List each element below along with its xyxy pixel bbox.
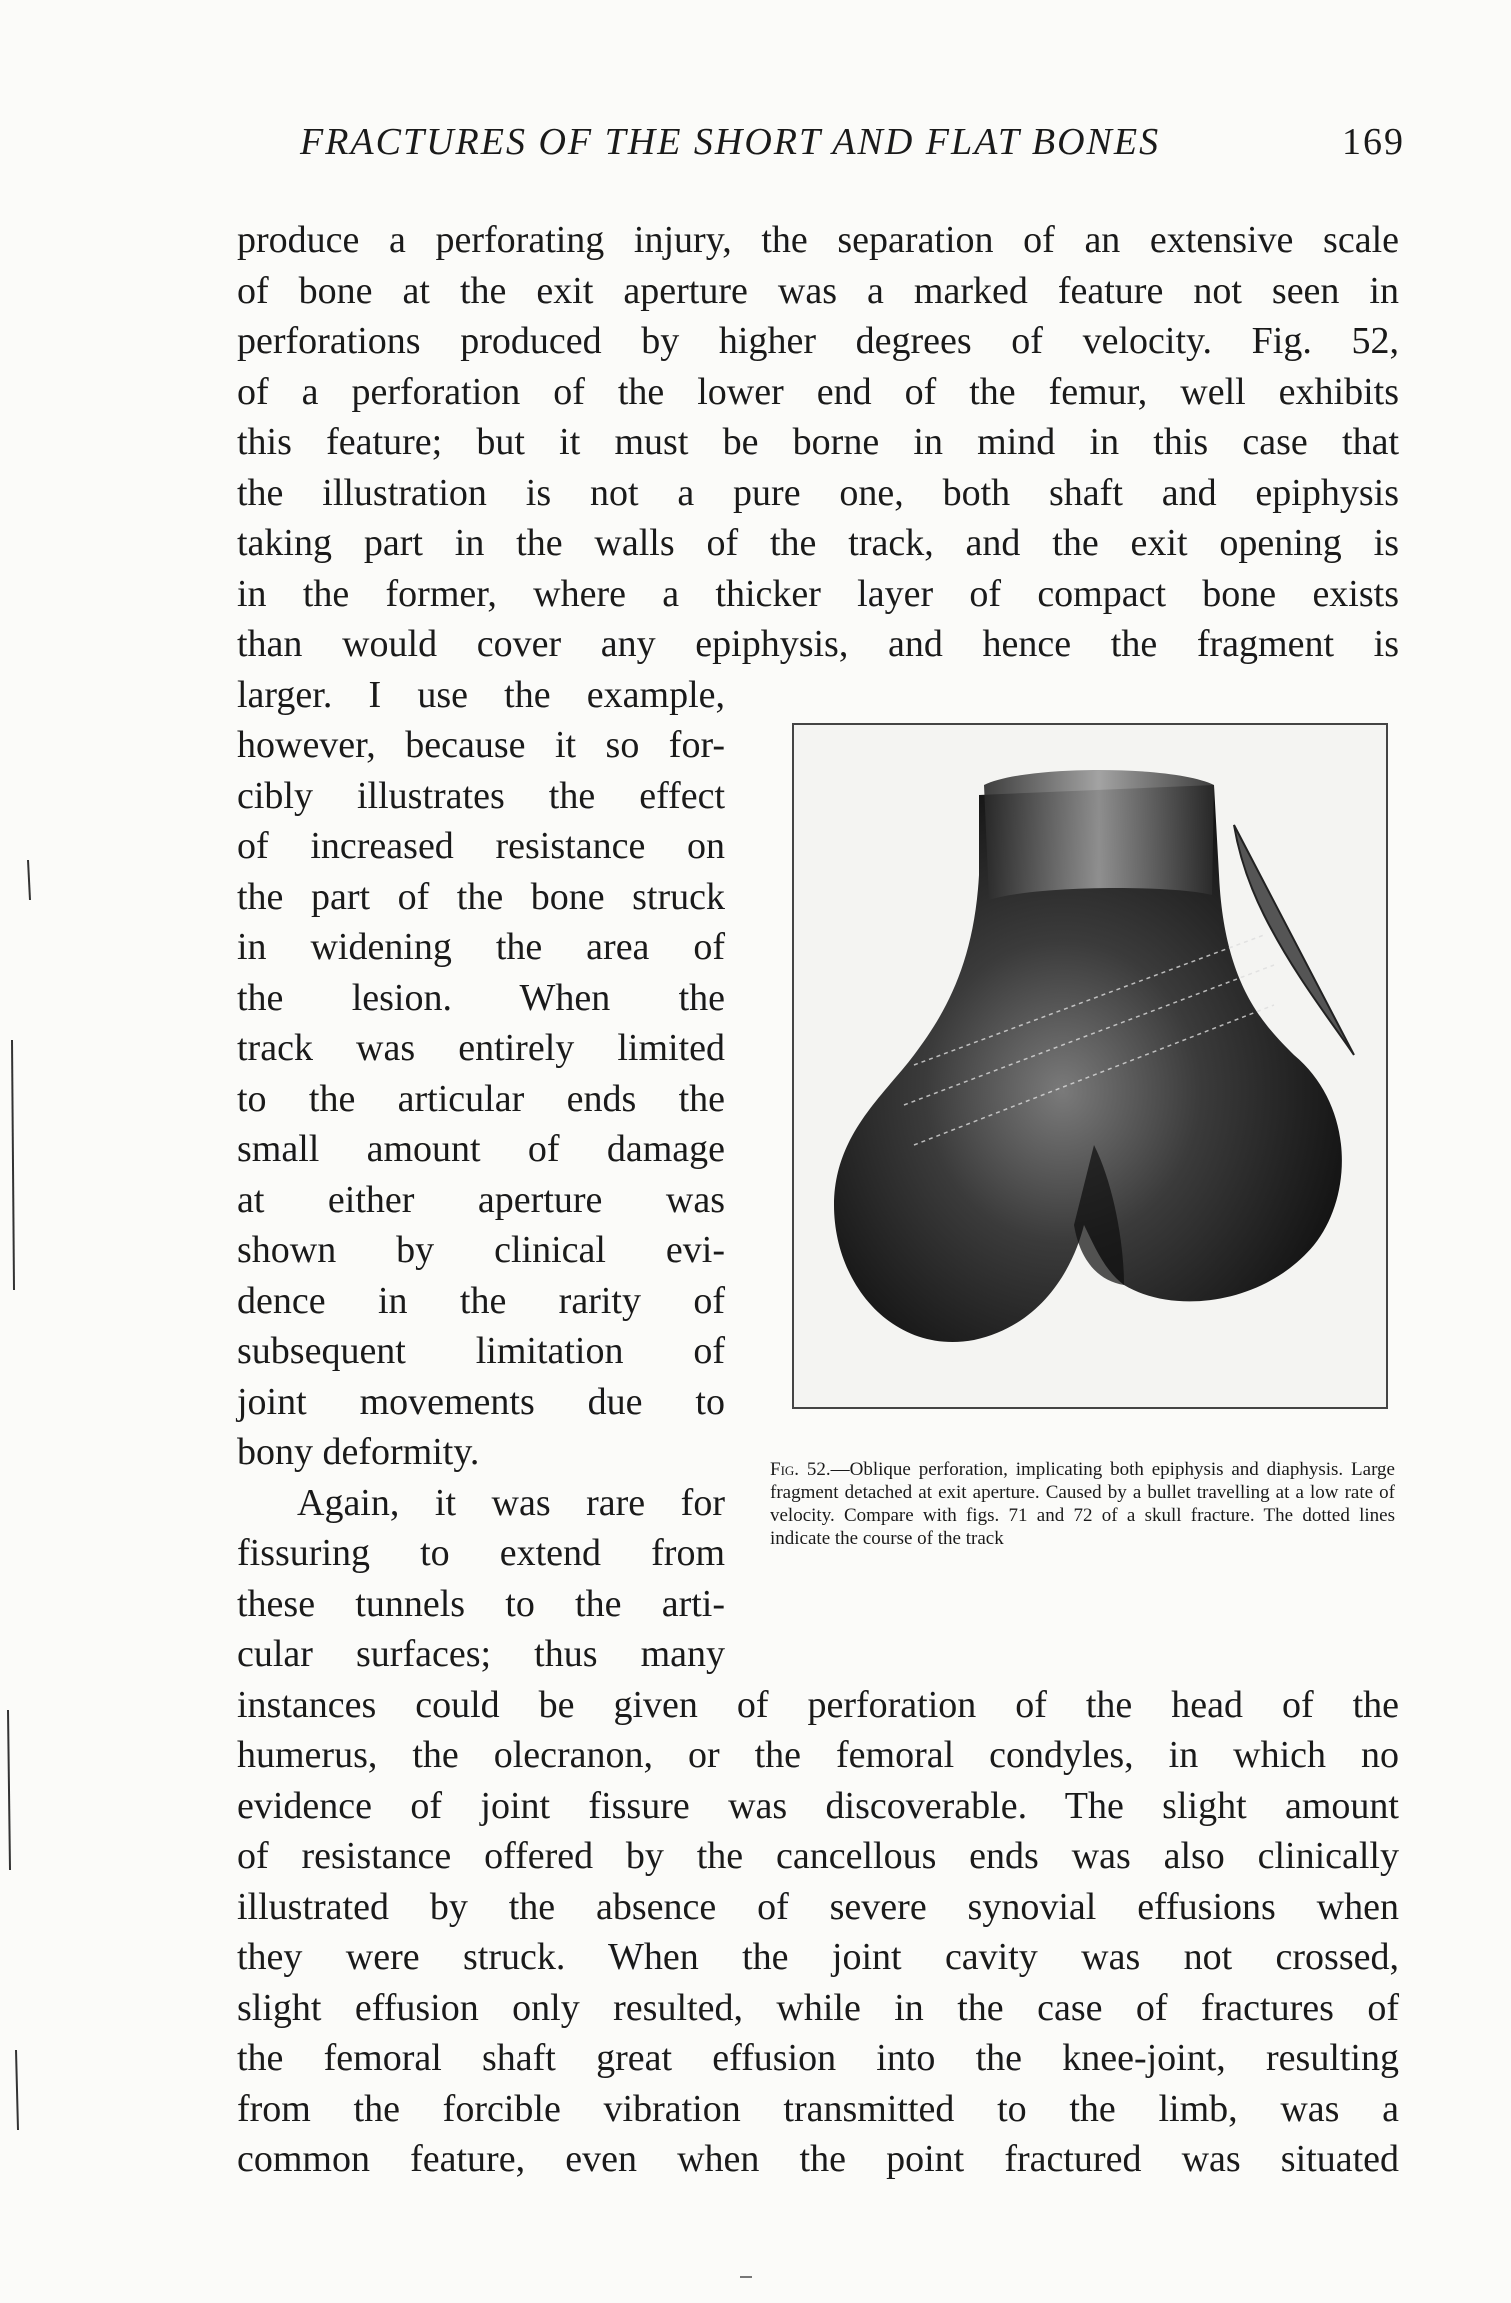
text-line: perforations produced by higher degrees of velocity. Fig. 52,: [237, 320, 1399, 362]
femur-illustration: [794, 725, 1386, 1407]
text-line: in widening the area of: [237, 926, 725, 968]
caption-label: Fig. 52.: [770, 1459, 831, 1480]
text-line: the lesion. When the: [237, 976, 725, 1019]
figure-52: [792, 723, 1388, 1409]
text-line: the illustration is not a pure one, both shaft and epiphysis: [237, 471, 1399, 514]
text-line: the part of the bone struck: [237, 875, 725, 918]
text-line: evidence of joint fissure was discoverable. The slight amount: [237, 1784, 1399, 1827]
text-line: to the articular ends the: [237, 1077, 725, 1120]
text-line: shown by clinical evi-: [237, 1229, 725, 1271]
text-line: bony deformity.: [237, 1431, 480, 1473]
text-line: Again, it was rare for: [297, 1481, 725, 1524]
text-line: cibly illustrates the effect: [237, 774, 725, 817]
text-line: track was entirely limited: [237, 1027, 725, 1069]
text-line: at either aperture was: [237, 1178, 725, 1221]
scan-margin-marks: [0, 0, 40, 2303]
text-line: small amount of damage: [237, 1128, 725, 1170]
text-line: than would cover any epiphysis, and hence the fragment is: [237, 623, 1399, 665]
text-line: of a perforation of the lower end of the femur, well exhibits: [237, 370, 1399, 413]
text-line: of resistance offered by the cancellous ends was also clinically: [237, 1835, 1399, 1877]
caption-text: —Oblique perforation, implicating both epiphysis and diaphysis. Large fragment detached at exit aperture. Caused by a bullet travelling at a low rate of velocity. Compare with figs. 71 and 72 of a skull fracture. The dotted lines indicate the course of the track: [770, 1459, 1395, 1549]
text-line: these tunnels to the arti-: [237, 1582, 725, 1625]
text-line: illustrated by the absence of severe synovial effusions when: [237, 1885, 1399, 1928]
text-line: this feature; but it must be borne in mind in this case that: [237, 421, 1399, 463]
femur-shaft: [984, 770, 1214, 900]
text-line: however, because it so for-: [237, 724, 725, 766]
text-line: in the former, where a thicker layer of compact bone exists: [237, 572, 1399, 615]
text-line: humerus, the olecranon, or the femoral condyles, in which no: [237, 1734, 1399, 1776]
text-line: from the forcible vibration transmitted to the limb, was a: [237, 2087, 1399, 2130]
text-line: joint movements due to: [237, 1380, 725, 1423]
text-line: of increased resistance on: [237, 825, 725, 867]
text-line: instances could be given of perforation of the head of the: [237, 1683, 1399, 1726]
text-line: common feature, even when the point fractured was situated: [237, 2138, 1399, 2180]
text-line: fissuring to extend from: [237, 1532, 725, 1574]
text-line: subsequent limitation of: [237, 1330, 725, 1372]
text-line: cular surfaces; thus many: [237, 1633, 725, 1675]
text-line: slight effusion only resulted, while in the case of fractures of: [237, 1986, 1399, 2029]
text-line: taking part in the walls of the track, and the exit opening is: [237, 522, 1399, 564]
text-line: of bone at the exit aperture was a marked feature not seen in: [237, 269, 1399, 312]
text-line: larger. I use the example,: [237, 673, 725, 716]
text-line: dence in the rarity of: [237, 1279, 725, 1322]
text-line: they were struck. When the joint cavity was not crossed,: [237, 1936, 1399, 1978]
running-title: FRACTURES OF THE SHORT AND FLAT BONES: [300, 121, 1161, 163]
page-number: 169: [1342, 121, 1405, 163]
text-line: produce a perforating injury, the separation of an extensive scale: [237, 219, 1399, 261]
scan-mark: [740, 2276, 752, 2278]
text-line: the femoral shaft great effusion into the knee-joint, resulting: [237, 2037, 1399, 2079]
figure-caption: [770, 1458, 1395, 1550]
running-header: [300, 120, 1405, 180]
